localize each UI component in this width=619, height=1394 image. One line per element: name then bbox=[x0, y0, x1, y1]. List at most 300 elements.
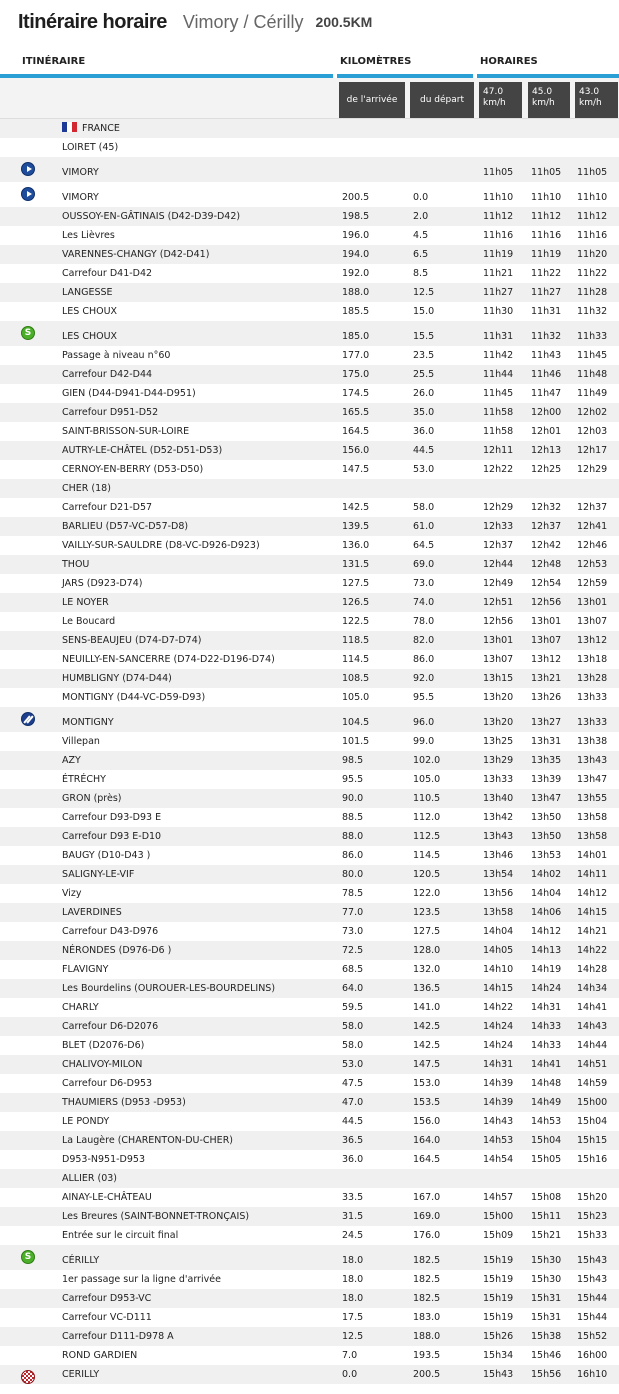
km-from-start: 141.0 bbox=[413, 1002, 441, 1013]
km-from-arrival: 108.5 bbox=[342, 673, 370, 684]
time-speed-1: 13h20 bbox=[483, 717, 514, 728]
km-from-start: 164.0 bbox=[413, 1135, 441, 1146]
location-name: Les Bourdelins (OUROUER-LES-BOURDELINS) bbox=[62, 983, 276, 994]
km-from-start: 156.0 bbox=[413, 1116, 441, 1127]
km-from-arrival: 64.0 bbox=[342, 983, 364, 994]
km-from-arrival: 156.0 bbox=[342, 445, 370, 456]
time-speed-3: 14h28 bbox=[577, 964, 608, 975]
km-from-arrival: 77.0 bbox=[342, 907, 364, 918]
km-from-arrival: 174.5 bbox=[342, 388, 370, 399]
location-name: Carrefour D41-D42 bbox=[62, 268, 153, 279]
km-from-start: 132.0 bbox=[413, 964, 441, 975]
time-speed-3: 15h20 bbox=[577, 1192, 608, 1203]
table-row bbox=[0, 922, 619, 941]
time-speed-2: 11h19 bbox=[531, 249, 562, 260]
location-name: LE NOYER bbox=[62, 597, 109, 608]
location-name: CHARLY bbox=[62, 1002, 99, 1013]
time-speed-3: 12h59 bbox=[577, 578, 608, 589]
time-speed-3: 15h52 bbox=[577, 1331, 608, 1342]
table-row bbox=[0, 346, 619, 365]
time-speed-2: 14h24 bbox=[531, 983, 562, 994]
time-speed-1: 14h39 bbox=[483, 1097, 514, 1108]
km-from-start: 96.0 bbox=[413, 717, 435, 728]
location-name: VIMORY bbox=[62, 192, 99, 203]
table-row bbox=[0, 1365, 619, 1384]
itineraire-header: ITINÉRAIRE bbox=[22, 56, 86, 67]
table-row bbox=[0, 1188, 619, 1207]
table-row bbox=[0, 182, 619, 207]
time-speed-3: 12h17 bbox=[577, 445, 608, 456]
km-from-arrival: 80.0 bbox=[342, 869, 364, 880]
km-from-start: 182.5 bbox=[413, 1255, 441, 1266]
time-speed-1: 12h49 bbox=[483, 578, 514, 589]
time-speed-2: 14h31 bbox=[531, 1002, 562, 1013]
km-from-arrival: 101.5 bbox=[342, 736, 370, 747]
km-from-start: 25.5 bbox=[413, 369, 435, 380]
location-name: AUTRY-LE-CHÂTEL (D52-D51-D53) bbox=[62, 445, 223, 456]
km-from-start: 95.5 bbox=[413, 692, 435, 703]
location-name: GIEN (D44-D941-D44-D951) bbox=[62, 388, 196, 399]
km-from-start: 58.0 bbox=[413, 502, 435, 513]
location-name: VAILLY-SUR-SAULDRE (D8-VC-D926-D923) bbox=[62, 540, 260, 551]
time-speed-2: 15h30 bbox=[531, 1274, 562, 1285]
time-speed-1: 15h00 bbox=[483, 1211, 514, 1222]
location-name: Passage à niveau n°60 bbox=[62, 350, 171, 361]
time-speed-3: 16h00 bbox=[577, 1350, 608, 1361]
km-from-start: 167.0 bbox=[413, 1192, 441, 1203]
time-speed-1: 14h53 bbox=[483, 1135, 514, 1146]
location-name: CÉRILLY bbox=[62, 1255, 100, 1266]
time-speed-1: 13h20 bbox=[483, 692, 514, 703]
time-speed-2: 13h31 bbox=[531, 736, 562, 747]
table-row bbox=[0, 302, 619, 321]
time-speed-2: 14h48 bbox=[531, 1078, 562, 1089]
km-from-start: 176.0 bbox=[413, 1230, 441, 1241]
km-from-start: 112.5 bbox=[413, 831, 441, 842]
km-from-start: 8.5 bbox=[413, 268, 429, 279]
location-name: HUMBLIGNY (D74-D44) bbox=[62, 673, 172, 684]
table-row bbox=[0, 479, 619, 498]
km-from-start: 102.0 bbox=[413, 755, 441, 766]
time-speed-3: 13h28 bbox=[577, 673, 608, 684]
time-speed-1: 15h26 bbox=[483, 1331, 514, 1342]
location-name: Les Breures (SAINT-BONNET-TRONÇAIS) bbox=[62, 1211, 250, 1222]
speed-header-2: 45.0 km/h bbox=[528, 82, 570, 118]
km-from-start: 26.0 bbox=[413, 388, 435, 399]
time-speed-1: 12h51 bbox=[483, 597, 514, 608]
location-name: SALIGNY-LE-VIF bbox=[62, 869, 135, 880]
km-from-arrival: 131.5 bbox=[342, 559, 370, 570]
page-header bbox=[0, 0, 619, 44]
km-from-start: 127.5 bbox=[413, 926, 441, 937]
time-speed-2: 12h13 bbox=[531, 445, 562, 456]
time-speed-3: 11h20 bbox=[577, 249, 608, 260]
time-speed-1: 13h15 bbox=[483, 673, 514, 684]
table-row bbox=[0, 1055, 619, 1074]
time-speed-2: 13h53 bbox=[531, 850, 562, 861]
time-speed-2: 14h49 bbox=[531, 1097, 562, 1108]
location-name: Carrefour D951-D52 bbox=[62, 407, 159, 418]
location-name: CERNOY-EN-BERRY (D53-D50) bbox=[62, 464, 204, 475]
time-speed-1: 14h22 bbox=[483, 1002, 514, 1013]
time-speed-3: 14h01 bbox=[577, 850, 608, 861]
table-row bbox=[0, 384, 619, 403]
km-from-start: 15.5 bbox=[413, 331, 435, 342]
time-speed-1: 15h19 bbox=[483, 1312, 514, 1323]
time-speed-1: 13h25 bbox=[483, 736, 514, 747]
time-speed-3: 12h02 bbox=[577, 407, 608, 418]
time-speed-3: 11h32 bbox=[577, 306, 608, 317]
time-speed-2: 12h01 bbox=[531, 426, 562, 437]
location-name: Carrefour D6-D953 bbox=[62, 1078, 153, 1089]
km-from-arrival: 98.5 bbox=[342, 755, 364, 766]
km-from-arrival: 59.5 bbox=[342, 1002, 364, 1013]
time-speed-2: 11h27 bbox=[531, 287, 562, 298]
km-from-arrival-header: de l'arrivée bbox=[339, 82, 405, 118]
location-name: LES CHOUX bbox=[62, 306, 118, 317]
time-speed-3: 11h05 bbox=[577, 167, 608, 178]
time-speed-2: 14h19 bbox=[531, 964, 562, 975]
time-speed-3: 11h10 bbox=[577, 192, 608, 203]
table-row bbox=[0, 669, 619, 688]
time-speed-3: 13h43 bbox=[577, 755, 608, 766]
time-speed-2: 13h12 bbox=[531, 654, 562, 665]
time-speed-3: 12h53 bbox=[577, 559, 608, 570]
km-from-arrival: 165.5 bbox=[342, 407, 370, 418]
time-speed-2: 12h32 bbox=[531, 502, 562, 513]
table-row bbox=[0, 1207, 619, 1226]
location-name: GRON (près) bbox=[62, 793, 122, 804]
km-from-arrival: 33.5 bbox=[342, 1192, 364, 1203]
location-name: LES CHOUX bbox=[62, 331, 118, 342]
time-speed-2: 15h38 bbox=[531, 1331, 562, 1342]
location-name: VIMORY bbox=[62, 167, 99, 178]
km-from-arrival: 194.0 bbox=[342, 249, 370, 260]
time-speed-1: 13h54 bbox=[483, 869, 514, 880]
table-row bbox=[0, 119, 619, 138]
km-from-arrival: 126.5 bbox=[342, 597, 370, 608]
km-from-arrival: 53.0 bbox=[342, 1059, 364, 1070]
time-speed-2: 14h53 bbox=[531, 1116, 562, 1127]
table-row bbox=[0, 536, 619, 555]
time-speed-1: 11h16 bbox=[483, 230, 514, 241]
time-speed-2: 12h00 bbox=[531, 407, 562, 418]
km-from-start: 122.0 bbox=[413, 888, 441, 899]
time-speed-3: 15h23 bbox=[577, 1211, 608, 1222]
time-speed-2: 11h46 bbox=[531, 369, 562, 380]
kilometres-header: KILOMÈTRES bbox=[340, 56, 412, 67]
table-row bbox=[0, 903, 619, 922]
time-speed-3: 14h43 bbox=[577, 1021, 608, 1032]
table-row bbox=[0, 998, 619, 1017]
location-name: CERILLY bbox=[62, 1369, 100, 1380]
location-name: D953-N951-D953 bbox=[62, 1154, 145, 1165]
time-speed-2: 13h39 bbox=[531, 774, 562, 785]
km-from-arrival: 185.5 bbox=[342, 306, 370, 317]
time-speed-1: 13h46 bbox=[483, 850, 514, 861]
time-speed-3: 15h44 bbox=[577, 1312, 608, 1323]
location-name: THOU bbox=[62, 559, 90, 570]
time-speed-2: 12h25 bbox=[531, 464, 562, 475]
time-speed-3: 15h15 bbox=[577, 1135, 608, 1146]
location-name: Carrefour D111-D978 A bbox=[62, 1331, 174, 1342]
page-title: Itinéraire horaire bbox=[18, 10, 167, 33]
time-speed-3: 11h33 bbox=[577, 331, 608, 342]
km-from-arrival: 12.5 bbox=[342, 1331, 364, 1342]
table-row bbox=[0, 1131, 619, 1150]
time-speed-2: 15h11 bbox=[531, 1211, 562, 1222]
time-speed-1: 12h56 bbox=[483, 616, 514, 627]
time-speed-2: 15h08 bbox=[531, 1192, 562, 1203]
km-from-arrival: 31.5 bbox=[342, 1211, 364, 1222]
km-from-arrival: 88.5 bbox=[342, 812, 364, 823]
km-from-start: 53.0 bbox=[413, 464, 435, 475]
location-name: Carrefour D43-D976 bbox=[62, 926, 159, 937]
km-from-start: 74.0 bbox=[413, 597, 435, 608]
km-from-start: 123.5 bbox=[413, 907, 441, 918]
km-from-start: 112.0 bbox=[413, 812, 441, 823]
location-name: AINAY-LE-CHÂTEAU bbox=[62, 1192, 152, 1203]
location-name: FRANCE bbox=[62, 119, 120, 138]
km-from-start: 99.0 bbox=[413, 736, 435, 747]
location-name: BARLIEU (D57-VC-D57-D8) bbox=[62, 521, 189, 532]
km-from-arrival: 185.0 bbox=[342, 331, 370, 342]
km-from-arrival: 142.5 bbox=[342, 502, 370, 513]
time-speed-3: 13h12 bbox=[577, 635, 608, 646]
time-speed-2: 13h50 bbox=[531, 812, 562, 823]
time-speed-3: 11h12 bbox=[577, 211, 608, 222]
km-from-arrival: 105.0 bbox=[342, 692, 370, 703]
km-from-start: 78.0 bbox=[413, 616, 435, 627]
km-from-start: 193.5 bbox=[413, 1350, 441, 1361]
table-row bbox=[0, 1327, 619, 1346]
table-row bbox=[0, 865, 619, 884]
time-speed-3: 13h33 bbox=[577, 717, 608, 728]
location-name: Vizy bbox=[62, 888, 82, 899]
km-from-start-header: du départ bbox=[410, 82, 474, 118]
time-speed-2: 13h50 bbox=[531, 831, 562, 842]
km-from-start: 182.5 bbox=[413, 1293, 441, 1304]
table-row bbox=[0, 941, 619, 960]
time-speed-3: 13h55 bbox=[577, 793, 608, 804]
km-from-arrival: 136.0 bbox=[342, 540, 370, 551]
time-speed-2: 14h33 bbox=[531, 1040, 562, 1051]
time-speed-3: 15h44 bbox=[577, 1293, 608, 1304]
time-speed-3: 14h11 bbox=[577, 869, 608, 880]
time-speed-3: 15h00 bbox=[577, 1097, 608, 1108]
finish-icon bbox=[21, 1370, 35, 1384]
km-from-arrival: 88.0 bbox=[342, 831, 364, 842]
location-name: Carrefour D953-VC bbox=[62, 1293, 152, 1304]
km-from-start: 110.5 bbox=[413, 793, 441, 804]
km-from-start: 0.0 bbox=[413, 192, 429, 203]
time-speed-3: 16h10 bbox=[577, 1369, 608, 1380]
time-speed-1: 15h43 bbox=[483, 1369, 514, 1380]
climb-icon bbox=[21, 712, 35, 726]
time-speed-3: 11h49 bbox=[577, 388, 608, 399]
km-from-arrival: 18.0 bbox=[342, 1255, 364, 1266]
time-speed-3: 12h41 bbox=[577, 521, 608, 532]
km-from-arrival: 118.5 bbox=[342, 635, 370, 646]
table-row bbox=[0, 1289, 619, 1308]
time-speed-1: 13h01 bbox=[483, 635, 514, 646]
time-speed-3: 13h01 bbox=[577, 597, 608, 608]
table-row bbox=[0, 1308, 619, 1327]
table-row bbox=[0, 1093, 619, 1112]
time-speed-3: 14h22 bbox=[577, 945, 608, 956]
km-from-start: 23.5 bbox=[413, 350, 435, 361]
time-speed-1: 12h11 bbox=[483, 445, 514, 456]
table-row bbox=[0, 403, 619, 422]
time-speed-2: 13h26 bbox=[531, 692, 562, 703]
location-name: SAINT-BRISSON-SUR-LOIRE bbox=[62, 426, 190, 437]
km-from-start: 169.0 bbox=[413, 1211, 441, 1222]
location-name: 1er passage sur la ligne d'arrivée bbox=[62, 1274, 221, 1285]
km-from-arrival: 127.5 bbox=[342, 578, 370, 589]
km-from-arrival: 188.0 bbox=[342, 287, 370, 298]
location-name: CHER (18) bbox=[62, 483, 111, 494]
sprint-icon: S bbox=[21, 326, 35, 340]
time-speed-1: 15h19 bbox=[483, 1293, 514, 1304]
table-row bbox=[0, 1036, 619, 1055]
location-name: LANGESSE bbox=[62, 287, 113, 298]
location-name: MONTIGNY bbox=[62, 717, 114, 728]
location-name: Carrefour VC-D111 bbox=[62, 1312, 152, 1323]
location-name: NÉRONDES (D976-D6 ) bbox=[62, 945, 172, 956]
km-from-arrival: 114.5 bbox=[342, 654, 370, 665]
table-row bbox=[0, 1112, 619, 1131]
table-row bbox=[0, 574, 619, 593]
time-speed-1: 13h29 bbox=[483, 755, 514, 766]
table-row bbox=[0, 789, 619, 808]
km-from-start: 12.5 bbox=[413, 287, 435, 298]
time-speed-1: 14h43 bbox=[483, 1116, 514, 1127]
table-row bbox=[0, 207, 619, 226]
time-speed-2: 13h07 bbox=[531, 635, 562, 646]
time-speed-1: 14h57 bbox=[483, 1192, 514, 1203]
km-from-arrival: 44.5 bbox=[342, 1116, 364, 1127]
table-row bbox=[0, 770, 619, 789]
table-row bbox=[0, 460, 619, 479]
time-speed-3: 11h16 bbox=[577, 230, 608, 241]
km-from-arrival: 47.0 bbox=[342, 1097, 364, 1108]
location-name: Carrefour D21-D57 bbox=[62, 502, 153, 513]
france-flag-icon bbox=[62, 122, 77, 132]
table-row bbox=[0, 517, 619, 536]
column-headers bbox=[0, 44, 619, 78]
time-speed-3: 15h16 bbox=[577, 1154, 608, 1165]
table-row bbox=[0, 1270, 619, 1289]
table-row bbox=[0, 732, 619, 751]
time-speed-3: 13h58 bbox=[577, 812, 608, 823]
time-speed-2: 12h54 bbox=[531, 578, 562, 589]
location-name: MONTIGNY (D44-VC-D59-D93) bbox=[62, 692, 206, 703]
location-name: Carrefour D42-D44 bbox=[62, 369, 153, 380]
time-speed-2: 11h12 bbox=[531, 211, 562, 222]
time-speed-1: 14h05 bbox=[483, 945, 514, 956]
location-name: LOIRET (45) bbox=[62, 142, 119, 153]
time-speed-2: 14h12 bbox=[531, 926, 562, 937]
km-from-arrival: 24.5 bbox=[342, 1230, 364, 1241]
sprint-icon: S bbox=[21, 1250, 35, 1264]
km-from-start: 4.5 bbox=[413, 230, 429, 241]
km-from-start: 73.0 bbox=[413, 578, 435, 589]
table-row bbox=[0, 226, 619, 245]
km-from-start: 2.0 bbox=[413, 211, 429, 222]
time-speed-2: 15h21 bbox=[531, 1230, 562, 1241]
location-name: OUSSOY-EN-GÂTINAIS (D42-D39-D42) bbox=[62, 211, 241, 222]
time-speed-2: 13h01 bbox=[531, 616, 562, 627]
time-speed-1: 13h40 bbox=[483, 793, 514, 804]
location-name: La Laugère (CHARENTON-DU-CHER) bbox=[62, 1135, 233, 1146]
time-speed-2: 15h31 bbox=[531, 1312, 562, 1323]
time-speed-3: 15h33 bbox=[577, 1230, 608, 1241]
time-speed-2: 11h22 bbox=[531, 268, 562, 279]
location-name: VARENNES-CHANGY (D42-D41) bbox=[62, 249, 210, 260]
time-speed-2: 15h31 bbox=[531, 1293, 562, 1304]
time-speed-1: 13h58 bbox=[483, 907, 514, 918]
km-from-arrival: 104.5 bbox=[342, 717, 370, 728]
km-from-arrival: 177.0 bbox=[342, 350, 370, 361]
time-speed-3: 13h58 bbox=[577, 831, 608, 842]
time-speed-1: 14h10 bbox=[483, 964, 514, 975]
km-from-arrival: 17.5 bbox=[342, 1312, 364, 1323]
time-speed-3: 11h28 bbox=[577, 287, 608, 298]
table-row bbox=[0, 1150, 619, 1169]
time-speed-3: 14h41 bbox=[577, 1002, 608, 1013]
time-speed-1: 12h37 bbox=[483, 540, 514, 551]
time-speed-1: 15h19 bbox=[483, 1274, 514, 1285]
km-from-arrival: 175.0 bbox=[342, 369, 370, 380]
time-speed-3: 13h38 bbox=[577, 736, 608, 747]
time-speed-1: 11h12 bbox=[483, 211, 514, 222]
location-name: Les Lièvres bbox=[62, 230, 115, 241]
time-speed-2: 15h56 bbox=[531, 1369, 562, 1380]
km-from-start: 142.5 bbox=[413, 1021, 441, 1032]
time-speed-1: 14h39 bbox=[483, 1078, 514, 1089]
location-name: Carrefour D6-D2076 bbox=[62, 1021, 159, 1032]
location-name: LAVERDINES bbox=[62, 907, 122, 918]
table-row bbox=[0, 631, 619, 650]
time-speed-3: 12h29 bbox=[577, 464, 608, 475]
km-from-start: 69.0 bbox=[413, 559, 435, 570]
table-row bbox=[0, 245, 619, 264]
sub-headers bbox=[0, 78, 619, 119]
location-name: BAUGY (D10-D43 ) bbox=[62, 850, 151, 861]
table-row bbox=[0, 422, 619, 441]
route-name: Vimory / Cérilly bbox=[182, 11, 304, 32]
time-speed-1: 15h34 bbox=[483, 1350, 514, 1361]
location-name: NEUILLY-EN-SANCERRE (D74-D22-D196-D74) bbox=[62, 654, 275, 665]
km-from-start: 6.5 bbox=[413, 249, 429, 260]
time-speed-1: 14h15 bbox=[483, 983, 514, 994]
time-speed-2: 13h35 bbox=[531, 755, 562, 766]
km-from-arrival: 18.0 bbox=[342, 1293, 364, 1304]
time-speed-1: 13h42 bbox=[483, 812, 514, 823]
time-speed-3: 14h59 bbox=[577, 1078, 608, 1089]
km-from-start: 153.5 bbox=[413, 1097, 441, 1108]
time-speed-3: 14h12 bbox=[577, 888, 608, 899]
time-speed-3: 14h15 bbox=[577, 907, 608, 918]
km-from-start: 15.0 bbox=[413, 306, 435, 317]
km-from-start: 120.5 bbox=[413, 869, 441, 880]
time-speed-2: 12h37 bbox=[531, 521, 562, 532]
table-row bbox=[0, 365, 619, 384]
location-name: Carrefour D93-D93 E bbox=[62, 812, 162, 823]
table-row bbox=[0, 884, 619, 903]
time-speed-2: 11h05 bbox=[531, 167, 562, 178]
km-from-arrival: 196.0 bbox=[342, 230, 370, 241]
